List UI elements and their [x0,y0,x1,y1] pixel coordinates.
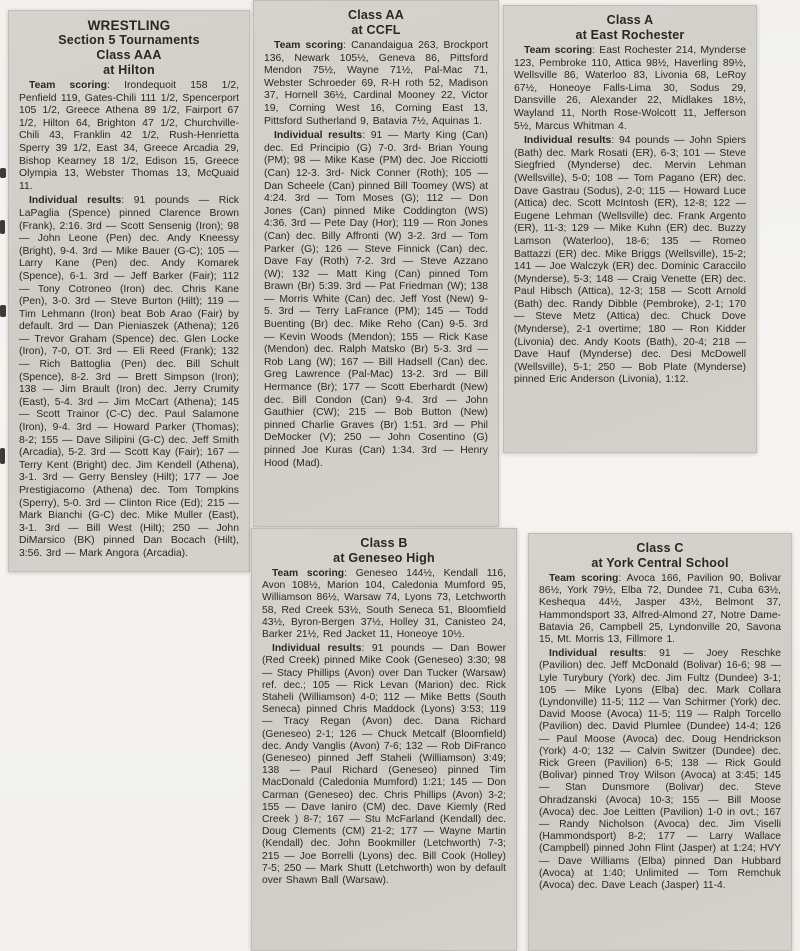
venue-heading: at York Central School [591,556,729,570]
team-scoring-label: Team scoring [29,80,108,91]
class-heading: Class B [360,536,408,550]
individual-results-label: Individual results [549,648,644,660]
team-scoring-label: Team scoring [274,40,344,51]
clipping-class-aa [253,0,499,527]
class-heading: Class A [606,13,654,27]
team-scoring-paragraph [262,568,506,641]
clipping-class-b [251,528,517,951]
individual-results-label: Individual results [524,135,612,147]
individual-results-text: : 94 pounds — John Spiers (Bath) dec. Mark Rosati (ER), 6-3; 101 — Steve Siegfried (Mynderse) dec. Mervin Lehman (Wellsville), 5-0; 108 — Tom Pagano (ER) dec. Dave Gastrau (Sodus), 2-0; 115 — Howard Luce (Attica) dec. Scott McIntosh (ER), 12-8; 122 — Eugene Lehman (Wellsville) dec. Frank Argento (ER), 11-3; 129 — Mike Kuhn (ER) dec. Buzzy Lamson (Waterloo), 18-6; 135 — Romeo Battazzi (ER) dec. Mike Briggs (Wellsville), 15-2; 141 — Joe Walczyk (ER) dec. Dominic Caraccilo (Mynderse), 5-3; 148 — Craig Venette (ER) dec. Paul Hibsch (Attica), 12-3; 158 — Scott Arnold (Bath) dec. Randy Dibble (Pembroke), 2-1; 170 — Steve Metz (Attica) dec. Chuck Dove (Mynderse), 2-1 overtime; 180 — Ron Kidder (Livonia) dec. Andy Koots (Bath), 20-4; 218 — Dave Hauf (Mynderse) dec. Desi McDowell (Wellsville), 5-1; 250 — Bob Plate (Mynderse) pinned Eric Anderson (Livonia), 1:12. [514,135,746,386]
team-scoring-text: : East Rochester 214, Mynderse 123, Pembroke 110, Attica 98½, Haverling 89½, Wellsville 86, Waterloo 83, Livonia 68, LeRoy 67½, Honeoye Falls-Lima 30, Sodus 29, Dansville 26, Alexander 22, Midlakes 18½, Wayland 11, North Rose-Wolcott 11, Jefferson 5½, Marcus Whitman 4. [514,45,746,132]
team-scoring-label: Team scoring [549,573,619,584]
scan-artifact-3 [0,305,6,317]
class-heading: Class C [636,541,684,555]
class-heading: Class AA [347,8,405,22]
individual-results-paragraph [19,195,239,560]
team-scoring-paragraph [539,573,781,646]
individual-results-paragraph [264,130,488,470]
team-scoring-paragraph [19,80,239,193]
individual-results-label: Individual results [29,195,122,207]
team-scoring-text: : Avoca 166, Pavilion 90, Bolivar 86½, York 79½, Elba 72, Dundee 71, Cuba 63½, Keshequa 44½, Jasper 43½, Belmont 37, Hammondsport 33, Alfred-Almond 27, Notre Dame-Batavia 26, Campbell 25, Lyndonville 20, Savona 15, Mt. Morris 13, Fillmore 1. [539,573,782,646]
team-scoring-label: Team scoring [524,45,593,56]
individual-results-text: : 91 — Marty King (Can) dec. Ed Principio (G) 7-0. 3rd- Brian Young (PM); 98 — Mike Kase (PM) dec. Joe Ricciotti (Can) 12-3. 3rd- Nick Conner (Roth); 105 — Dan Scheele (Can) pinned Bill Toomey (WS) at 4:24. 3rd — Tom Moses (G); 112 — Don Jones (Can) pinned Mike Coddington (WS) 4:36. 3rd — Pete Day (Hor); 119 — Ron Jones (Can) dec. Billy Affronti (W) 3-2. 3rd — Tom Parker (G); 126 — Steve Finnick (Can) dec. Dave Fay (Roth) 7-2. 3rd — Steve Azzano (W); 132 — Matt King (Can) pinned Tom Brawn (Br) 5:39. 3rd — Pat Friedman (W); 138 — Morris White (Can) dec. Jeff Yost (New) 9-5. 3rd — Terry LaFrance (PM); 145 — Todd Buenting (Br) dec. Mike Reho (Can) 9-5. 3rd — Kevin Woods (Mendon); 155 — Rick Kase (Mendon) dec. Ralph Matsko (Br) 5-3. 3rd — Rob Lang (W); 167 — Bill Hadsell (Can) dec. Greg Lawrence (Pal-Mac) 13-2. 3rd — Bill Hermance (Br); 177 — Scott Eberhardt (New) dec. Bill Condon (Can) 9-4. 3rd — John Gauthier (CW); 215 — Bob Button (New) pinned Charlie Graves (Br) 1:51. 3rd — Phil DeMocker (V); 250 — John Cosentino (G) pinned Joe Kuras (Can) 1:34. 3rd — Henry Hood (Mad). [264,130,488,469]
venue-heading: at CCFL [351,23,401,37]
individual-results-label: Individual results [272,643,362,655]
clipping-class-c [528,533,792,951]
team-scoring-text: : Canandaigua 263, Brockport 136, Newark 105½, Geneva 86, Pittsford Mendon 75½, Wayne 71½, Pal-Mac 71, Webster Schroeder 69, R-H roth 52, Madison 37, Hornell 36½, Cardinal Mooney 22, Victor 19, Corning West 16, Corning East 13, Pittsford Sutherland 9, Batavia 7½, Aquinas 1. [264,40,488,127]
individual-results-paragraph [539,648,781,892]
team-scoring-label: Team scoring [272,568,345,579]
venue-heading: at East Rochester [575,28,685,42]
individual-results-text: : 91 pounds — Dan Bower (Red Creek) pinned Mike Cook (Geneseo) 3:30; 98 — Stacy Phillips (Avon) over Dan Tucker (Warsaw) ref. dec.; 105 — Rick Levan (Marion) dec. Rick Staheli (Williamson) 4-0; 112 — Mike Betts (South Seneca) pinned Chris Maddock (Lyons) 3:53; 119 — Tracy Regan (Avon) dec. Dana Richard (Geneseo) 2-1; 126 — Chuck Metcalf (Bloomfield) dec. Andy Vanglis (Avon) 7-6; 132 — Rob DiFranco (Geneseo) pinned Jeff Staheli (Williamson) 3:49; 138 — Paul Richard (Geneseo) pinned Tim MacDonald (Caledonia Mumford) 1:21; 145 — Don Carman (Geneseo) dec. Chris Phillips (Avon) 3-2; 155 — Dave Ianiro (CM) dec. Dave Kiemly (Red Creek ) 8-7; 167 — Stu McFarland (Kendall) dec. Doug Clements (CM) 21-2; 177 — Wayne Martin (Kendall) dec. John Bookmiller (Letchworth) 7-3; 215 — Joe Borrelli (Lyons) dec. Bill Cook (Holley) 7-5; 250 — Mark Shutt (Letchworth) won by default over Shawn Ball (Warsaw). [262,643,507,887]
clipping-class-aaa [8,10,250,572]
scan-artifact-2 [0,220,5,234]
individual-results-text: : 91 pounds — Rick LaPaglia (Spence) pinned Clarence Brown (Frank), 2:16. 3rd — Scott Sensenig (Iron); 98 — John Leone (Pen) dec. Andy Kneessy (Bright), 9-4. 3rd — Mike Bauer (G-C); 105 — Larry Kane (Pen) dec. Andy Komarek (Spence), 6-1. 3rd — Jeff Barker (Fair); 112 — Tony Cotroneo (Iron) dec. Chris Kane (Pen), 3-0. 3rd — Steve Burton (Hilt); 119 — Tim Lehmann (Iron) beat Bob Arao (Fair) by default. 3rd — Dan Pieniaszek (Athena); 126 — Trevor Graham (Spence) dec. Glen Locke (Iron), 7-0, OT. 3rd — Eli Reed (Frank); 132 — Rich Battoglia (Pen) dec. Bill Schult (Spence), 8-2. 3rd — Brett Simpson (Iron); 138 — Jim Brault (Iron) dec. Jerry Crumity (East), 5-4. 3rd — Jim McCart (Athena); 145 — Scott Trainor (C-C) dec. Paul Salamone (Iron), 9-4. 3rd — Howard Parker (Thomas); 8-2; 155 — Dave Silipini (G-C) dec. Jeff Smith (Arcadia), 5-2. 3rd — Scott Kay (Fair); 167 — Terry Kent (Bright) dec. Jim Kendell (Athena), 3-1. 3rd — Gerry Bensley (Hilt); 177 — Joe Prestigiacomo (Athena) dec. Tom Tompkins (Sperry), 5-0. 3rd — Clinton Rice (Ed); 215 — Mark Bianchi (G-C) dec. Mike Muller (East), 3-1. 3rd — Bill West (Hilt); 250 — John DiMarsico (BK) pinned Dan Bocach (Hilt), 3:56. 3rd — Mark Angora (Arcadia). [19,195,239,559]
class-heading: Class AAA [96,48,162,62]
venue-heading: at Geneseo High [333,551,435,565]
team-scoring-paragraph [514,45,746,133]
individual-results-label: Individual results [274,130,363,142]
clipping-class-a [503,5,757,453]
individual-results-text: : 91 — Joey Reschke (Pavilion) dec. Jeff McDonald (Bolivar) 16-6; 98 — Lyle Turybury (York) dec. Jim Fultz (Dundee) 3-1; 105 — Mike Lyons (Elba) dec. Mark Collara (Lyndonville) 11-5; 112 — Van Schirmer (York) dec. David Moose (Avoca) 11-5; 119 — Ralph Torcello (Pavilion) dec. David Plumlee (Dundee) 14-4; 126 — Paul Moose (Avoca) dec. Doug Hendrickson (York) 4-0; 132 — Calvin Switzer (Dundee) dec. Rick Green (Pavilion) 6-5; 138 — Rick Gould (Bolivar) pinned Troy Wilson (Avoca) at 3:45; 145 — Stan Dunsmore (Bolivar) dec. Steve Ohradzanski (Avoca) 10-3; 155 — Bill Moose (Avoca) dec. Joe Leitten (Pavilion) 1-0 in ovt.; 167 — Randy Nicholson (Avoca) dec. Jim Viselli (Hammondsport) 8-2; 177 — Larry Wallace (Campbell) pinned John Flint (Jasper) at 1:24; HVY — Dave Williams (Elba) pinned Dan Hubbard (Avoca) at 1:40; Unlimited — Tom Remchuk (Avoca) dec. Dave Leach (Jasper) 11-4. [539,648,781,892]
article-subtitle: Section 5 Tournaments [58,33,200,47]
individual-results-paragraph [262,643,506,887]
individual-results-paragraph [514,135,746,387]
scan-artifact-1 [0,168,6,178]
venue-heading: at Hilton [103,63,155,77]
team-scoring-text: : Geneseo 144½, Kendall 116, Avon 108½, Marion 104, Caledonia Mumford 95, Williamson 86½, Warsaw 74, Lyons 73, Letchworth 58, Red Creek 53½, South Seneca 51, Bloomfield 43½, Byron-Bergen 37½, Holley 31, Canisteo 24, Barker 21½, Red Jacket 11, Honeoye 10½. [262,568,506,641]
scan-artifact-4 [0,448,5,464]
team-scoring-text: : Irondequoit 158 1/2, Penfield 119, Gates-Chili 111 1/2, Spencerport 105 1/2, Greece Athena 89 1/2, Fairport 67 1/2, Hilton 64, Brighton 47 1/2, Churchville-Chili 43, Franklin 42 1/2, Rush-Henrietta Sperry 39 1/2, East 34, Greece Arcadia 29, Bishop Kearney 18 1/2, Edison 15, Greece Olympia 13, Webster Thomas 13, McQuaid 11. [19,80,239,192]
team-scoring-paragraph [264,40,488,128]
article-title: WRESTLING [87,18,171,33]
